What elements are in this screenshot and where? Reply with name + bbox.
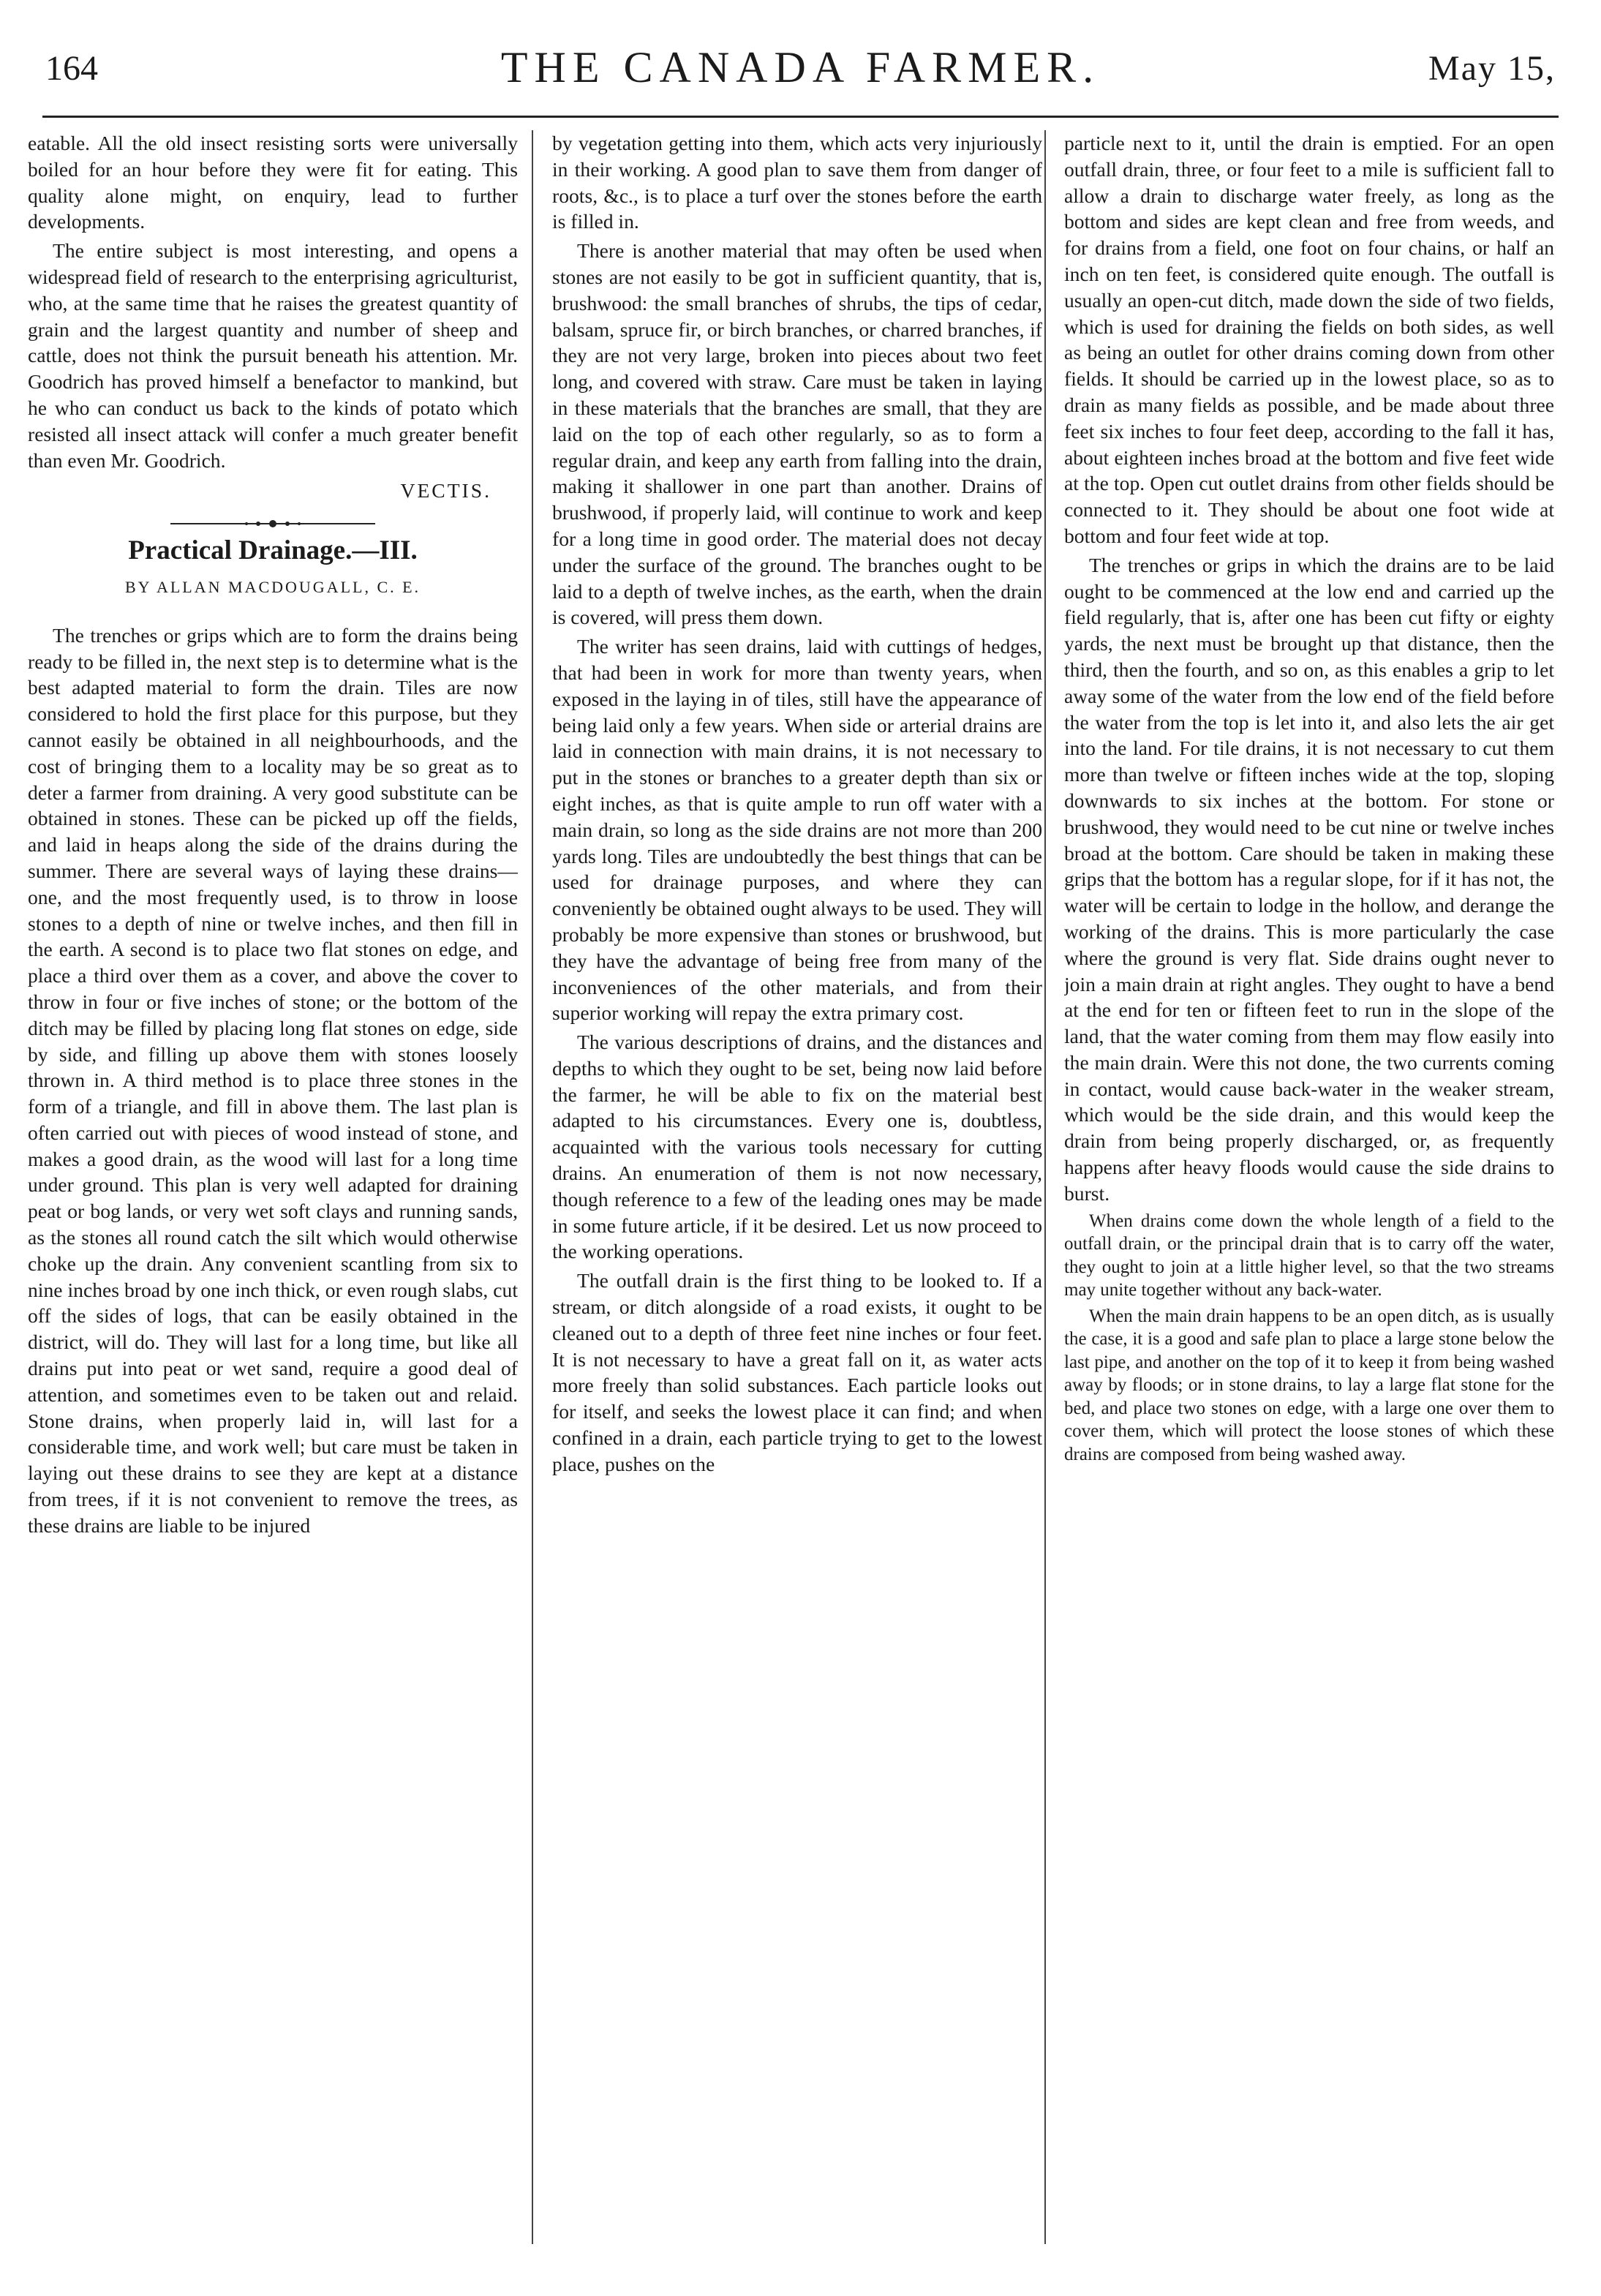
column-1 <box>28 130 518 2244</box>
issue-date: May 15, <box>1428 49 1556 88</box>
article-paragraph: by vegetation getting into them, which acts very injuriously in their working. A good plan to save them from danger of roots, &c., is to place a turf over the stones before the earth is filled in. <box>552 132 1042 233</box>
column-2 <box>552 130 1042 2244</box>
article-paragraph: When drains come down the whole length of a field to the outfall drain, or the principal drain that is to carry off the water, they ought to join at a little higher level, so that the two streams may unite together without any back-water. <box>1064 1211 1554 1301</box>
header-rule <box>42 116 1559 118</box>
article-title: Practical Drainage.—III. <box>128 535 418 566</box>
page-number: 164 <box>45 49 98 88</box>
newspaper-title: THE CANADA FARMER. <box>500 43 1101 91</box>
article-paragraph: There is another material that may often be used when stones are not easily to be got in sufficient quantity, that is, brushwood: the small branches of shrubs, the tips of cedar, balsam, spruce fir, or birch branches, or charred branches, if they are not very large, broken into pieces about two feet long, and covered with straw. Care must be taken in laying in these materials that the branches are small, that they are laid on the top of each other regularly, so as to form a regular drain, and keep any earth from falling into the drain, making it shallower in one part than another. Drains of brushwood, if properly laid, will continue to work and keep for a long time in good order. The material does not decay under the surface of the ground. The branches ought to be laid to a depth of twelve inches, as the earth, when the drain is covered, will press them down. <box>552 239 1042 629</box>
article-paragraph: When the main drain happens to be an open ditch, as is usually the case, it is a good and safe plan to place a large stone below the last pipe, and another on the top of it to keep it from being washed away by floods; or in stone drains, to lay a large flat stone for the bed, and place two stones on edge, with a large one over them to cover them, which will protect the loose stones of which these drains are composed from being washed away. <box>1064 1306 1554 1464</box>
article-paragraph: The writer has seen drains, laid with cuttings of hedges, that had been in work for more than twenty years, when exposed in the laying in of tiles, still have the appearance of being laid only a few years. When side or arterial drains are laid in connection with main drains, it is not necessary to put in the stones or branches to a greater depth than six or eight inches, as that is quite ample to run off water with a main drain, so long as the side drains are not more than 200 yards long. Tiles are undoubtedly the best things that can be used for drainage purposes, and where they can conveniently be obtained ought always to be used. They will probably be more expensive than stones or brushwood, but they have the advantage of being free from many of the inconveniences of the other materials, and from their superior working will repay the extra primary cost. <box>552 635 1042 1025</box>
column-divider <box>532 130 533 2244</box>
article-byline: BY ALLAN MACDOUGALL, C. E. <box>124 577 421 596</box>
column-divider <box>1044 130 1046 2244</box>
column-3 <box>1064 130 1554 2244</box>
article-paragraph: The trenches or grips in which the drains are to be laid ought to be commenced at the low end and carried up the field regularly, that is, after one has been cut fifty or eighty yards, the next must be brought up that distance, then the third, then the fourth, and so on, as this enables a grip to let away some of the water from the low end of the field before the water from the top is let into it, and also lets the air get into the land. For tile drains, it is not necessary to cut them more than twelve or fifteen inches wide at the top, sloping downwards to six inches at the bottom. For stone or brushwood, they would need to be cut nine or twelve inches broad at the bottom. Care should be taken in making these grips that the bottom has a regular slope, for if it has not, the water will be certain to lodge in the hollow, and derange the working of the drains. This is more particularly the case where the ground is very flat. Side drains ought never to join a main drain at right angles. They ought to have a bend at the end for ten or fifteen feet to run in the slope of the land, that the water coming from them may flow easily into the main drain. Were this not done, the two currents coming in contact, would cause back-water in the weaker stream, which would be the side drain, and this would keep the drain from being properly discharged, or, as frequently happens after heavy floods would cause the side drains to burst. <box>1064 553 1554 1205</box>
article-paragraph: The outfall drain is the first thing to be looked to. If a stream, or ditch alongside of a road exists, it ought to be cleaned out to a depth of three feet nine inches or four feet. It is not necessary to have a great fall on it, as water acts more freely than solid substances. Each particle looks out for itself, and seeks the lowest place it can find; and when confined in a drain, each particle trying to get to the lowest place, pushes on the <box>552 1269 1042 1475</box>
article-paragraph: The trenches or grips which are to form the drains being ready to be filled in, the next step is to determine what is the best adapted material to form the drain. Tiles are now considered to hold the first place for this purpose, but they cannot easily be obtained in all neighbourhoods, and the cost of bringing them to a locality may be so great as to deter a farmer from draining. A very good substitute can be obtained in stones. These can be picked up off the fields, and laid in heaps along the side of the drains during the summer. There are several ways of laying these drains—one, and the most frequently used, is to throw in loose stones to a depth of nine or twelve inches, and then fill in the earth. A second is to place two flat stones on edge, and place a third over them as a cover, and above the cover to throw in four or five inches of stone; or the bottom of the ditch may be filled by placing long flat stones on edge, side by side, and filling up above them with stones loosely thrown in. A third method is to place three stones in the form of a triangle, and fill in above them. The last plan is often carried out with pieces of wood instead of stone, and makes a good drain, as the wood will last for a long time under ground. This plan is very well adapted for draining peat or bog lands, or very wet soft clays and running sands, as the stones all round catch the silt which would otherwise choke up the drain. Any convenient scantling from six to nine inches broad by one inch thick, or even rough slabs, cut off the sides of logs, that can be easily obtained in the district, will do. They will last for a long time, but like all drains put into peat or wet sand, require a good deal of attention, and sometimes even to be taken out and relaid. Stone drains, when properly laid in, will last for a considerable time, and work well; but care must be taken in laying out these drains to see they are kept at a distance from trees, if it is not convenient to remove the trees, as these drains are liable to be injured <box>28 623 518 1537</box>
ornamental-rule <box>170 519 375 529</box>
prior-article-paragraph: The entire subject is most interesting, and opens a widespread field of research to the enterprising agriculturist, who, at the same time that he raises the greatest quantity of grain and the largest quantity and number of sheep and cattle, does not think the pursuit beneath his attention. Mr. Goodrich has proved himself a benefactor to mankind, but he who can conduct us back to the kinds of potato which resisted all insect attack will confer a much greater benefit than even Mr. Goodrich. <box>28 239 518 472</box>
article-paragraph: particle next to it, until the drain is emptied. For an open outfall drain, three, or four feet to a mile is sufficient fall to allow a drain to discharge water freely, as long as the bottom and sides are kept clean and free from weeds, and for drains from a field, one foot on four chains, or half an inch on ten feet, is considered quite enough. The outfall is usually an open-cut ditch, made down the side of two fields, which is used for draining the fields on both sides, as well as being an outlet for other drains coming down from other fields. It should be carried up in the lowest place, so as to drain as many fields as possible, and be made about three feet six inches to four feet deep, according to the fall it has, about eighteen inches broad at the bottom and five feet wide at the top. Open cut outlet drains from other fields should be connected to it. They should be about one foot wide at bottom and four feet wide at top. <box>1064 132 1554 547</box>
prior-article-paragraph: eatable. All the old insect resisting sorts were universally boiled for an hour before they were fit for eating. This quality alone might, on enquiry, lead to further developments. <box>28 132 518 233</box>
masthead <box>42 41 1559 101</box>
author-signature: VECTIS. <box>400 479 491 503</box>
article-paragraph: The various descriptions of drains, and the distances and depths to which they ought to be set, being now laid before the farmer, he will be able to fix on the material best adapted to his circumstances. Every one is, doubtless, acquainted with the various tools necessary for cutting drains. An enumeration of them is not now necessary, though reference to a few of the leading ones may be made in some future article, if it be desired. Let us now proceed to the working operations. <box>552 1031 1042 1263</box>
